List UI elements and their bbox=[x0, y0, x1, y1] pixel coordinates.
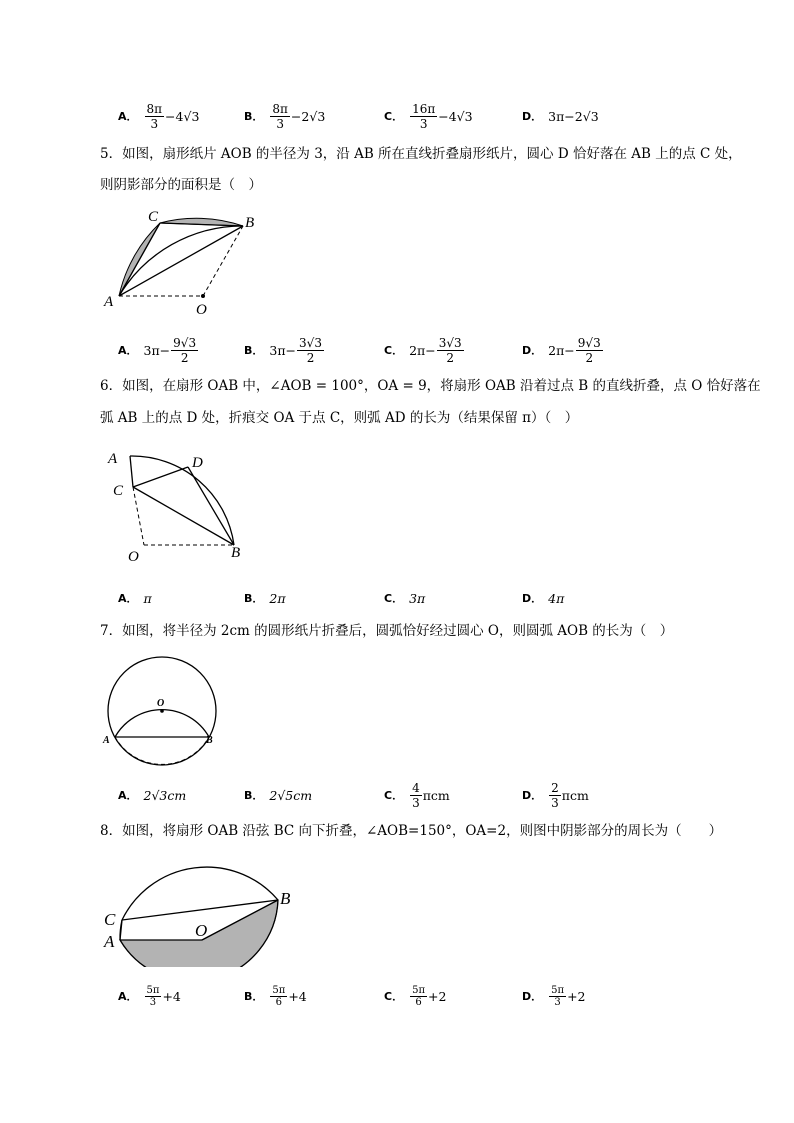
numerator: 9√3 bbox=[577, 335, 601, 350]
segment-cd bbox=[133, 467, 188, 487]
option-text: 2√5cm bbox=[269, 787, 313, 803]
denominator: 2 bbox=[446, 350, 455, 365]
option-letter: A． bbox=[118, 110, 138, 123]
numerator: 16π bbox=[412, 101, 436, 116]
option-letter: C． bbox=[384, 592, 404, 605]
fraction bbox=[270, 985, 287, 1008]
fraction bbox=[549, 781, 561, 810]
q8-option-d[interactable] bbox=[522, 976, 586, 1016]
fraction bbox=[145, 985, 162, 1008]
denominator: 6 bbox=[275, 996, 283, 1008]
numerator: 3√3 bbox=[299, 335, 322, 350]
q4-option-b[interactable] bbox=[244, 96, 325, 136]
denominator: 3 bbox=[554, 996, 561, 1008]
option-letter: A． bbox=[118, 344, 138, 357]
option-text: 3π bbox=[409, 590, 426, 606]
q6-option-b[interactable] bbox=[244, 578, 286, 618]
q4-option-d[interactable] bbox=[522, 96, 599, 136]
point-o bbox=[201, 294, 205, 298]
denominator: 3 bbox=[551, 795, 559, 810]
fraction bbox=[549, 985, 566, 1008]
label-b: B bbox=[231, 545, 241, 561]
denominator: 2 bbox=[306, 350, 315, 365]
denominator: 6 bbox=[415, 996, 422, 1008]
label-c: C bbox=[113, 483, 124, 499]
option-letter: B． bbox=[244, 344, 264, 357]
q5-figure bbox=[100, 205, 270, 320]
option-tail: −4√3 bbox=[165, 108, 200, 124]
fraction bbox=[270, 102, 290, 131]
q8-options bbox=[118, 976, 718, 1016]
option-text: π bbox=[143, 590, 152, 606]
option-letter: D． bbox=[522, 110, 543, 123]
numerator: 9√3 bbox=[173, 335, 197, 350]
option-letter: D． bbox=[522, 990, 543, 1003]
label-b: B bbox=[206, 735, 213, 746]
option-letter: B． bbox=[244, 110, 264, 123]
label-a: A bbox=[103, 735, 110, 746]
q7-stem-line1: 7．如图，将半径为 2cm 的圆形纸片折叠后，圆弧恰好经过圆心 O，则圆弧 AOB 的长为（ ） bbox=[100, 623, 674, 639]
option-letter: C． bbox=[384, 789, 404, 802]
fraction bbox=[410, 985, 427, 1008]
option-tail: πcm bbox=[561, 787, 589, 803]
q5-stem-line1: 5．如图，扇形纸片 AOB 的半径为 3，沿 AB 所在直线折叠扇形纸片，圆心 D 恰好落在 AB 上的点 C 处， bbox=[100, 146, 742, 162]
option-tail: +4 bbox=[162, 988, 181, 1004]
q4-options bbox=[118, 96, 718, 136]
option-tail: πcm bbox=[422, 787, 450, 803]
segment-ac bbox=[130, 456, 133, 487]
denominator: 3 bbox=[412, 795, 420, 810]
option-text: 2√3cm bbox=[143, 787, 187, 803]
fraction bbox=[145, 102, 165, 131]
numerator: 8π bbox=[272, 101, 288, 116]
q5-option-c[interactable] bbox=[384, 330, 465, 370]
label-c: C bbox=[104, 910, 116, 929]
label-d: D bbox=[192, 455, 203, 471]
fraction bbox=[437, 336, 464, 365]
label-a: A bbox=[104, 932, 115, 951]
fraction bbox=[410, 781, 422, 810]
option-letter: C． bbox=[384, 344, 404, 357]
dashed-co bbox=[133, 487, 144, 545]
label-c: C bbox=[148, 209, 159, 225]
option-text: 2π bbox=[269, 590, 286, 606]
folded-arc-aob bbox=[115, 710, 209, 737]
numerator: 5π bbox=[412, 984, 426, 996]
option-letter: D． bbox=[522, 592, 543, 605]
q7-option-a[interactable] bbox=[118, 775, 186, 815]
q6-figure bbox=[100, 445, 260, 567]
fraction bbox=[297, 336, 324, 365]
option-letter: D． bbox=[522, 344, 543, 357]
q4-option-c[interactable] bbox=[384, 96, 473, 136]
point-o bbox=[160, 709, 164, 713]
option-letter: A． bbox=[118, 990, 138, 1003]
label-b: B bbox=[245, 215, 255, 231]
q8-stem-line1: 8．如图，将扇形 OAB 沿弦 BC 向下折叠，∠AOB=150°，OA=2，则图中阴影部分的周长为（ ） bbox=[100, 823, 723, 839]
label-a: A bbox=[108, 451, 118, 467]
numerator: 5π bbox=[146, 984, 160, 996]
option-tail: −4√3 bbox=[438, 108, 473, 124]
option-letter: A． bbox=[118, 789, 138, 802]
denominator: 2 bbox=[180, 350, 189, 365]
option-letter: D． bbox=[522, 789, 543, 802]
q7-option-d[interactable] bbox=[522, 775, 589, 815]
option-letter: B． bbox=[244, 789, 264, 802]
q5-options bbox=[118, 330, 718, 370]
q7-figure bbox=[100, 652, 230, 777]
option-tail: +2 bbox=[567, 988, 586, 1004]
q7-option-b[interactable] bbox=[244, 775, 312, 815]
q5-option-b[interactable] bbox=[244, 330, 325, 370]
q6-option-a[interactable] bbox=[118, 578, 152, 618]
option-letter: C． bbox=[384, 110, 404, 123]
label-b: B bbox=[280, 889, 291, 908]
denominator: 3 bbox=[149, 996, 157, 1008]
numerator: 4 bbox=[412, 780, 420, 795]
dashed-ob bbox=[203, 226, 243, 296]
option-text: 3π−2√3 bbox=[548, 108, 599, 124]
numerator: 3√3 bbox=[438, 335, 462, 350]
option-letter: B． bbox=[244, 592, 264, 605]
q6-stem-line2: 弧 AB 上的点 D 处，折痕交 OA 于点 C，则弧 AD 的长为（结果保留 π）（ ） bbox=[100, 410, 579, 426]
fraction bbox=[410, 102, 437, 131]
q5-option-d[interactable] bbox=[522, 330, 604, 370]
label-o: O bbox=[157, 698, 165, 709]
option-letter: B． bbox=[244, 990, 264, 1003]
denominator: 3 bbox=[150, 116, 159, 131]
option-tail: +2 bbox=[428, 988, 447, 1004]
segment-cb bbox=[133, 487, 234, 545]
option-prefix: 3π− bbox=[143, 342, 171, 358]
q8-option-c[interactable] bbox=[384, 976, 446, 1016]
q6-stem-line1: 6．如图，在扇形 OAB 中，∠AOB = 100°，OA = 9，将扇形 OAB 沿着过点 B 的直线折叠，点 O 恰好落在 bbox=[100, 378, 761, 394]
label-a: A bbox=[104, 294, 114, 310]
q8-option-b[interactable] bbox=[244, 976, 307, 1016]
option-prefix: 2π− bbox=[409, 342, 436, 358]
label-o: O bbox=[128, 549, 139, 565]
q8-figure bbox=[100, 852, 300, 967]
q7-options bbox=[118, 775, 718, 815]
q5-option-a[interactable] bbox=[118, 330, 199, 370]
numerator: 2 bbox=[551, 780, 559, 795]
option-letter: C． bbox=[384, 990, 404, 1003]
segment-db bbox=[188, 467, 234, 545]
option-prefix: 3π− bbox=[269, 342, 297, 358]
numerator: 5π bbox=[272, 984, 286, 996]
denominator: 3 bbox=[276, 116, 284, 131]
option-tail: −2√3 bbox=[290, 108, 326, 124]
q6-option-d[interactable] bbox=[522, 578, 564, 618]
denominator: 2 bbox=[585, 350, 594, 365]
option-text: 4π bbox=[548, 590, 565, 606]
q5-stem-line2: 则阴影部分的面积是（ ） bbox=[100, 177, 262, 193]
option-letter: A． bbox=[118, 592, 138, 605]
option-tail: +4 bbox=[288, 988, 307, 1004]
label-o: O bbox=[196, 302, 207, 318]
q4-option-a[interactable] bbox=[118, 96, 199, 136]
q7-option-c[interactable] bbox=[384, 775, 450, 815]
option-prefix: 2π− bbox=[548, 342, 575, 358]
denominator: 3 bbox=[419, 116, 428, 131]
numerator: 8π bbox=[146, 101, 163, 116]
numerator: 5π bbox=[551, 984, 565, 996]
q8-option-a[interactable] bbox=[118, 976, 181, 1016]
label-o: O bbox=[195, 921, 208, 940]
fraction bbox=[576, 336, 603, 365]
q6-option-c[interactable] bbox=[384, 578, 425, 618]
q6-options bbox=[118, 578, 718, 618]
fraction bbox=[171, 336, 198, 365]
dashed-arc bbox=[115, 737, 209, 764]
